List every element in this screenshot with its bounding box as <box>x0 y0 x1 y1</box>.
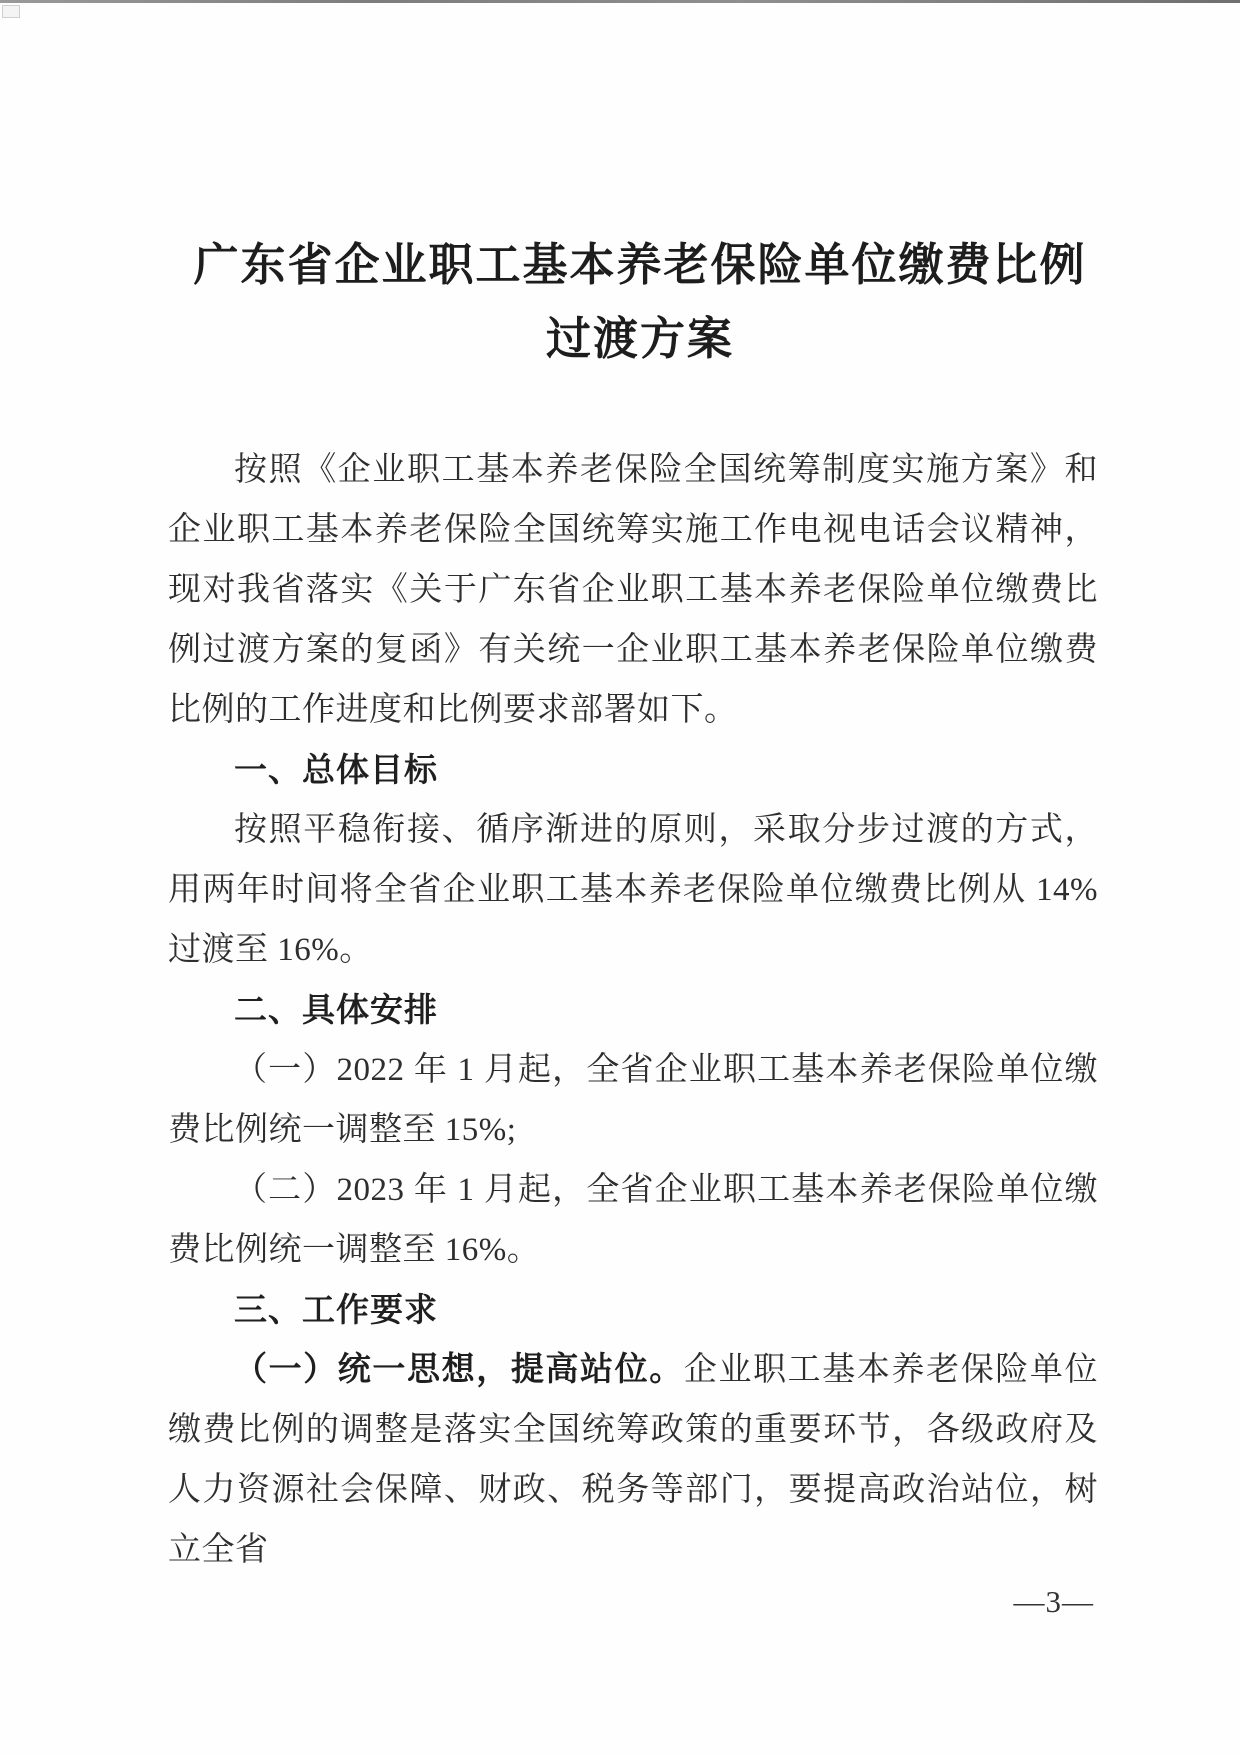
scan-corner-artifact <box>2 5 20 18</box>
body-paragraph: （一）2022 年 1 月起，全省企业职工基本养老保险单位缴费比例统一调整至 15%; <box>168 1052 1098 1148</box>
document-body <box>168 440 1098 1580</box>
body-paragraph: （一）统一思想，提高站位。企业职工基本养老保险单位缴费比例的调整是落实全国统筹政策的重要环节，各级政府及人力资源社会保障、财政、税务等部门，要提高政治站位，树立全省 <box>168 1352 1099 1568</box>
section-heading: 二、具体安排 <box>234 991 438 1028</box>
document-title-line1: 广东省企业职工基本养老保险单位缴费比例 <box>193 240 1087 290</box>
body-paragraph: 按照平稳衔接、循序渐进的原则，采取分步过渡的方式，用两年时间将全省企业职工基本养老保险单位缴费比例从 14%过渡至 16%。 <box>168 812 1098 968</box>
body-paragraph: （二）2023 年 1 月起，全省企业职工基本养老保险单位缴费比例统一调整至 16%。 <box>168 1172 1098 1268</box>
document-title <box>175 228 1105 376</box>
scan-edge-artifact <box>0 0 1240 3</box>
document-title-line2: 过渡方案 <box>545 314 734 364</box>
bold-lead-run: （一）统一思想，提高站位。 <box>234 1352 684 1388</box>
section-heading: 一、总体目标 <box>234 751 438 788</box>
page-number: —3— <box>1013 1584 1094 1619</box>
section-heading: 三、工作要求 <box>234 1291 438 1328</box>
body-paragraph: 按照《企业职工基本养老保险全国统筹制度实施方案》和企业职工基本养老保险全国统筹实施工作电视电话会议精神，现对我省落实《关于广东省企业职工基本养老保险单位缴费比例过渡方案的复函》有关统一企业职工基本养老保险单位缴费比例的工作进度和比例要求部署如下。 <box>168 452 1098 728</box>
